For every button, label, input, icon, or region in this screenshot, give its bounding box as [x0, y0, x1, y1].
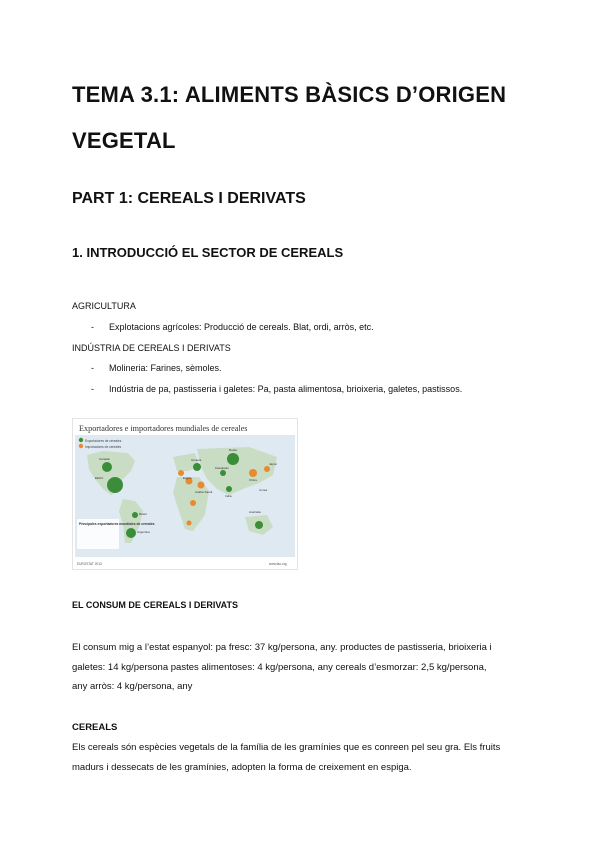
- map-bubble-export: [107, 477, 123, 493]
- agricultura-label: AGRICULTURA: [72, 301, 136, 311]
- bullet-text: Explotacions agrícoles: Producció de cereals. Blat, ordi, arròs, etc.: [109, 322, 374, 332]
- country-label: Corea: [259, 488, 268, 492]
- country-label: Ucrania: [191, 458, 202, 462]
- legend-import-text: Importadores de cereales: [85, 445, 122, 449]
- country-label: Egipto: [183, 476, 192, 480]
- industria-item: [91, 362, 222, 375]
- country-label: Japón: [269, 462, 278, 466]
- map-bubble-export: [255, 521, 263, 529]
- legend-title: Principales exportadores mundiales de cereales: [79, 522, 155, 526]
- section-heading: 1. INTRODUCCIÓ EL SECTOR DE CEREALS: [72, 245, 344, 260]
- bullet-dash: -: [91, 322, 94, 332]
- map-bubble-import: [249, 469, 257, 477]
- map-bubble-export: [193, 463, 201, 471]
- country-label: China: [249, 478, 257, 482]
- consum-line: any arròs: 4 kg/persona, any: [72, 681, 193, 692]
- industria-item: [91, 383, 462, 396]
- country-label: Argentina: [137, 530, 150, 534]
- consum-heading: EL CONSUM DE CEREALS I DERIVATS: [72, 600, 239, 610]
- cereals-heading: CEREALS: [72, 722, 118, 733]
- country-label: Rusia: [229, 448, 237, 452]
- consum-paragraph: [72, 638, 542, 697]
- map-bubble-import: [264, 466, 270, 472]
- figure-source-right: www.fao.org: [269, 562, 287, 566]
- figure-title: Exportadores e importadores mundiales de cereales: [79, 424, 248, 433]
- map-bubble-export: [126, 528, 136, 538]
- map-bubble-export: [220, 470, 226, 476]
- figure-source-left: EUROSTAT 2013: [77, 562, 102, 566]
- country-label: Canadá: [99, 457, 110, 461]
- legend-export-text: Exportadores de cereales: [85, 439, 122, 443]
- country-label: Arabia Saudí: [195, 490, 213, 494]
- agricultura-item: [91, 321, 374, 334]
- legend-import-icon: [79, 444, 83, 448]
- industria-label: INDÚSTRIA DE CEREALS I DERIVATS: [72, 343, 231, 353]
- document-title: TEMA 3.1: ALIMENTS BÀSICS D’ORIGEN VEGETAL: [72, 82, 507, 153]
- map-bubble-export: [102, 462, 112, 472]
- bullet-dash: -: [91, 363, 94, 373]
- consum-line: galetes: 14 kg/persona pastes alimentoses: 4 kg/persona, any cereals d’esmorzar: 2,5 kg/persona,: [72, 661, 487, 673]
- legend-export-icon: [79, 438, 83, 442]
- map-bubble-export: [227, 453, 239, 465]
- country-label: Kazajistán: [215, 466, 229, 470]
- country-label: Brasil: [139, 512, 147, 516]
- bullet-text: Indústria de pa, pastisseria i galetes: Pa, pasta alimentosa, brioixeria, galetes, pastissos.: [109, 384, 463, 394]
- world-map-graphic: [73, 419, 297, 569]
- cereals-line: Els cereals són espècies vegetals de la família de les gramínies que es conreen pel seu gra. Els fruits: [72, 742, 501, 753]
- cereals-paragraph: [72, 738, 542, 777]
- country-label: Australia: [249, 510, 261, 514]
- map-bubble-import: [187, 521, 192, 526]
- country-label: EEUU: [95, 476, 104, 480]
- map-bubble-export: [132, 512, 138, 518]
- part-heading: PART 1: CEREALS I DERIVATS: [72, 190, 306, 207]
- bullet-dash: -: [91, 384, 94, 394]
- country-label: India: [225, 494, 232, 498]
- world-cereals-map-figure: [72, 418, 298, 570]
- consum-line: El consum mig a l’estat espanyol: pa fresc: 37 kg/persona, any. productes de pastisseria, brioixeria i: [72, 642, 492, 653]
- map-bubble-import: [190, 500, 196, 506]
- bullet-text: Molineria: Farines, sèmoles.: [109, 363, 222, 373]
- cereals-line: madurs i dessecats de les gramínies, adopten la forma de creixement en espiga.: [72, 761, 412, 773]
- map-bubble-import: [198, 482, 205, 489]
- map-bubble-export: [226, 486, 232, 492]
